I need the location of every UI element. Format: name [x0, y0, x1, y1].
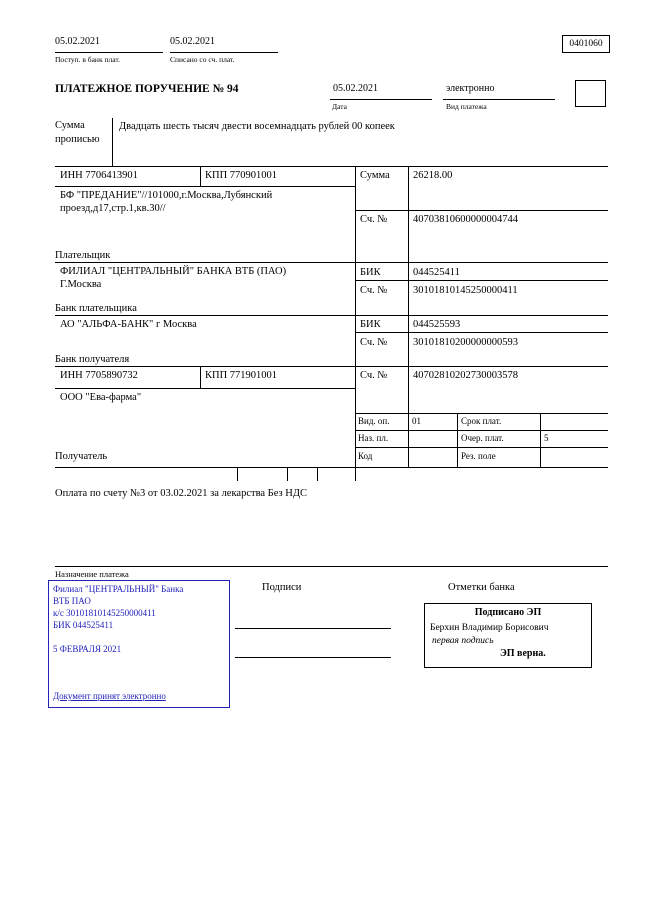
- payee-bank-label: Банк получателя: [55, 354, 130, 365]
- stamp-corr-account: к/с 30101810145250000411: [53, 608, 156, 618]
- payer-bank-name: ФИЛИАЛ "ЦЕНТРАЛЬНЫЙ" БАНКА ВТБ (ПАО) Г.Москва: [60, 266, 287, 291]
- amount-words-divider: [112, 118, 113, 166]
- stamp-accepted-note: Документ принят электронно: [53, 691, 166, 701]
- form-code: 0401060: [569, 39, 603, 49]
- table-line-payer-innkpp: [55, 186, 355, 187]
- ep-sign-role: первая подпись: [432, 636, 494, 646]
- payment-kind-label: Вид платежа: [446, 102, 487, 111]
- payer-label: Плательщик: [55, 250, 111, 261]
- amount-in-words: Двадцать шесть тысяч двести восемнадцать рублей 00 копеек: [119, 121, 395, 132]
- doc-date: 05.02.2021: [333, 83, 378, 94]
- sum-label: Сумма: [360, 170, 390, 181]
- table-line-vidop-top: [355, 413, 608, 414]
- stamp-bank-name-1: Филиал "ЦЕНТРАЛЬНЫЙ" Банка: [53, 584, 184, 594]
- table-line-nazpl-top: [355, 430, 608, 431]
- received-in-bank-date: 05.02.2021: [55, 36, 100, 47]
- payee-bank-bik-label: БИК: [360, 319, 381, 330]
- doc-title: ПЛАТЕЖНОЕ ПОРУЧЕНИЕ № 94: [55, 83, 239, 95]
- table-line-payee-innkpp: [55, 388, 355, 389]
- payee-bank-bik: 044525593: [413, 319, 461, 330]
- payee-inn: ИНН 7705890732: [60, 370, 138, 381]
- received-date-underline: [55, 52, 163, 53]
- payment-purpose-text: Оплата по счету №3 от 03.02.2021 за лекарства Без НДС: [55, 488, 308, 499]
- table-line-kod-top: [355, 447, 608, 448]
- stamp-date: 5 ФЕВРАЛЯ 2021: [53, 644, 122, 654]
- table-line-payerbank-bik: [355, 280, 608, 281]
- signatures-title: Подписи: [262, 582, 302, 593]
- kod-label: Код: [358, 451, 373, 461]
- under-table-tick-1: [237, 467, 238, 481]
- payer-account: 40703810600000004744: [413, 214, 518, 225]
- payee-account: 40702810202730003578: [413, 370, 518, 381]
- srok-plat-label: Срок плат.: [461, 416, 502, 426]
- payer-bank-bik: 044525411: [413, 267, 460, 278]
- payment-kind-underline: [443, 99, 555, 100]
- payee-bank-account: 30101810200000000593: [413, 337, 518, 348]
- amount-words-label-1: Сумма: [55, 120, 85, 131]
- table-vline-bottomrows-2: [540, 413, 541, 467]
- table-vline-values: [408, 166, 409, 467]
- payer-bank-bik-label: БИК: [360, 267, 381, 278]
- payer-kpp: КПП 770901001: [205, 170, 278, 181]
- payer-inn: ИНН 7706413901: [60, 170, 138, 181]
- table-line-payeebank-bottom: [55, 366, 608, 367]
- doc-date-label: Дата: [332, 102, 347, 111]
- signature-line-1: [235, 628, 391, 629]
- vid-op-label: Вид. оп.: [358, 416, 390, 426]
- priority-box: [575, 80, 606, 107]
- ep-verified: ЭП верна.: [500, 648, 546, 659]
- stamp-bik: БИК 044525411: [53, 620, 114, 630]
- table-vline-payer-innkpp: [200, 166, 201, 186]
- payer-bank-account: 30101810145250000411: [413, 285, 518, 296]
- payee-kpp: КПП 771901001: [205, 370, 278, 381]
- amount-words-label-2: прописью: [55, 134, 100, 145]
- payer-name: БФ "ПРЕДАНИЕ"//101000,г.Москва,Лубянский проезд,д17,стр.1,кв.30//: [60, 190, 273, 215]
- sum-value: 26218.00: [413, 170, 453, 181]
- ep-signer-name: Берхин Владимир Борисович: [430, 623, 549, 633]
- table-vline-bottomrows-1: [457, 413, 458, 467]
- table-line-sum-bottom: [355, 210, 608, 211]
- payment-purpose-label: Назначение платежа: [55, 569, 129, 579]
- table-line-payerbank-bottom: [55, 315, 608, 316]
- ocher-plat-label: Очер. плат.: [461, 433, 504, 443]
- payer-bank-account-label: Сч. №: [360, 285, 388, 296]
- table-line-payer-bottom: [55, 262, 608, 263]
- naz-pl-label: Наз. пл.: [358, 433, 389, 443]
- debited-label: Списано со сч. плат.: [170, 55, 235, 64]
- debited-date-underline: [170, 52, 278, 53]
- table-line-payeebank-bik: [355, 332, 608, 333]
- payer-bank-label: Банк плательщика: [55, 303, 137, 314]
- table-vline-main: [355, 166, 356, 467]
- form-code-box: [562, 35, 610, 53]
- bank-marks-title: Отметки банка: [448, 582, 515, 593]
- payee-bank-account-label: Сч. №: [360, 337, 388, 348]
- payment-kind: электронно: [446, 83, 495, 94]
- received-in-bank-label: Поступ. в банк плат.: [55, 55, 120, 64]
- ocher-plat-value: 5: [544, 433, 549, 443]
- table-vline-payee-innkpp: [200, 366, 201, 388]
- payee-bank-name: АО "АЛЬФА-БАНК" г Москва: [60, 319, 197, 330]
- purpose-underline: [55, 566, 608, 567]
- vid-op-value: 01: [412, 416, 421, 426]
- rez-pole-label: Рез. поле: [461, 451, 496, 461]
- debited-date: 05.02.2021: [170, 36, 215, 47]
- under-table-tick-3: [317, 467, 318, 481]
- table-line-top: [55, 166, 608, 167]
- payee-name: ООО "Ева-фарма": [60, 392, 142, 403]
- stamp-bank-name-2: ВТБ ПАО: [53, 596, 91, 606]
- signature-line-2: [235, 657, 391, 658]
- payee-account-label: Сч. №: [360, 370, 388, 381]
- under-table-tick-2: [287, 467, 288, 481]
- payee-label: Получатель: [55, 451, 108, 462]
- doc-date-underline: [330, 99, 432, 100]
- under-table-tick-4: [355, 467, 356, 481]
- payer-account-label: Сч. №: [360, 214, 388, 225]
- table-line-bottom: [55, 467, 608, 468]
- ep-signed-title: Подписано ЭП: [474, 607, 542, 618]
